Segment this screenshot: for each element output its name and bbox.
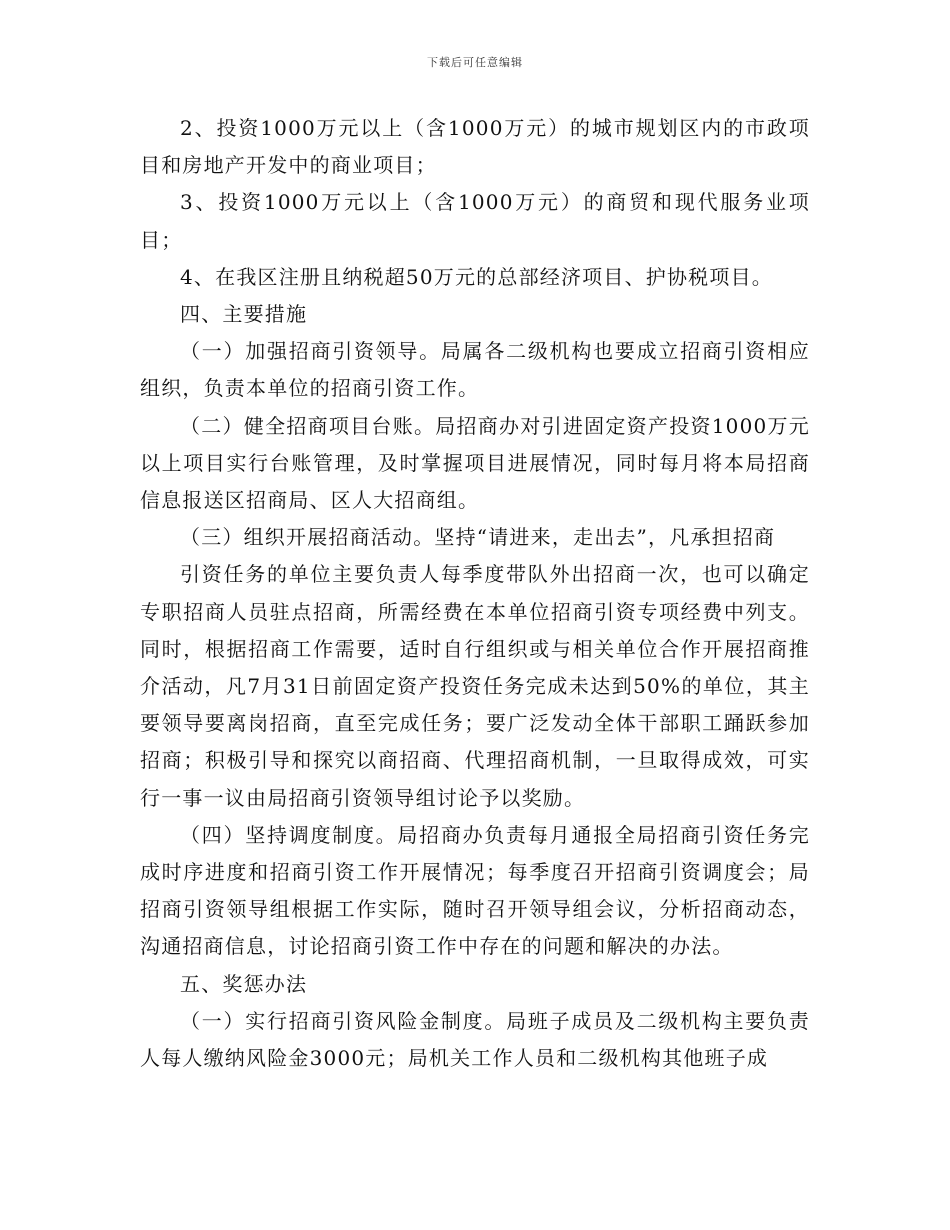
document-body	[140, 110, 810, 1077]
section-heading-measures: 四、主要措施	[180, 302, 308, 327]
paragraph-reward-1: （一）实行招商引资风险金制度。局班子成员及二级机构主要负责人每人缴纳风险金3000元；局机关工作人员和二级机构其他班子成	[140, 1008, 810, 1071]
paragraph-measure-1: （一）加强招商引资领导。局属各二级机构也要成立招商引资相应组织，负责本单位的招商引资工作。	[140, 339, 810, 401]
paragraph-measure-2: （二）健全招商项目台账。局招商办对引进固定资产投资1000万元以上项目实行台账管理，及时掌握项目进展情况，同时每月将本局招商信息报送区招商局、区人大招商组。	[140, 413, 810, 513]
section-heading-rewards: 五、奖惩办法	[180, 971, 308, 996]
paragraph-item-3: 3、投资1000万元以上（含1000万元）的商贸和现代服务业项目；	[140, 190, 810, 252]
paragraph-measure-3-continued: 引资任务的单位主要负责人每季度带队外出招商一次，也可以确定专职招商人员驻点招商，所需经费在本单位招商引资专项经费中列支。同时，根据招商工作需要，适时自行组织或与相关单位合作开展招商推介活动，凡7月31日前固定资产投资任务完成未达到50%的单位，其主要领导要离岗招商，直至完成任务；要广泛发动全体干部职工踊跃参加招商；积极引导和探究以商招商、代理招商机制，一旦取得成效，可实行一事一议由局招商引资领导组讨论予以奖励。	[140, 562, 810, 810]
paragraph-measure-3: （三）组织开展招商活动。坚持“请进来，走出去”，凡承担招商	[180, 525, 776, 550]
paragraph-measure-4: （四）坚持调度制度。局招商办负责每月通报全局招商引资任务完成时序进度和招商引资工作开展情况；每季度召开招商引资调度会；局招商引资领导组根据工作实际，随时召开领导组会议，分析招商动态，沟通招商信息，讨论招商引资工作中存在的问题和解决的办法。	[140, 822, 810, 959]
page-header-note: 下载后可任意编辑	[427, 56, 523, 69]
paragraph-item-2: 2、投资1000万元以上（含1000万元）的城市规划区内的市政项目和房地产开发中的商业项目；	[140, 116, 810, 178]
paragraph-item-4: 4、在我区注册且纳税超50万元的总部经济项目、护协税项目。	[180, 264, 773, 289]
